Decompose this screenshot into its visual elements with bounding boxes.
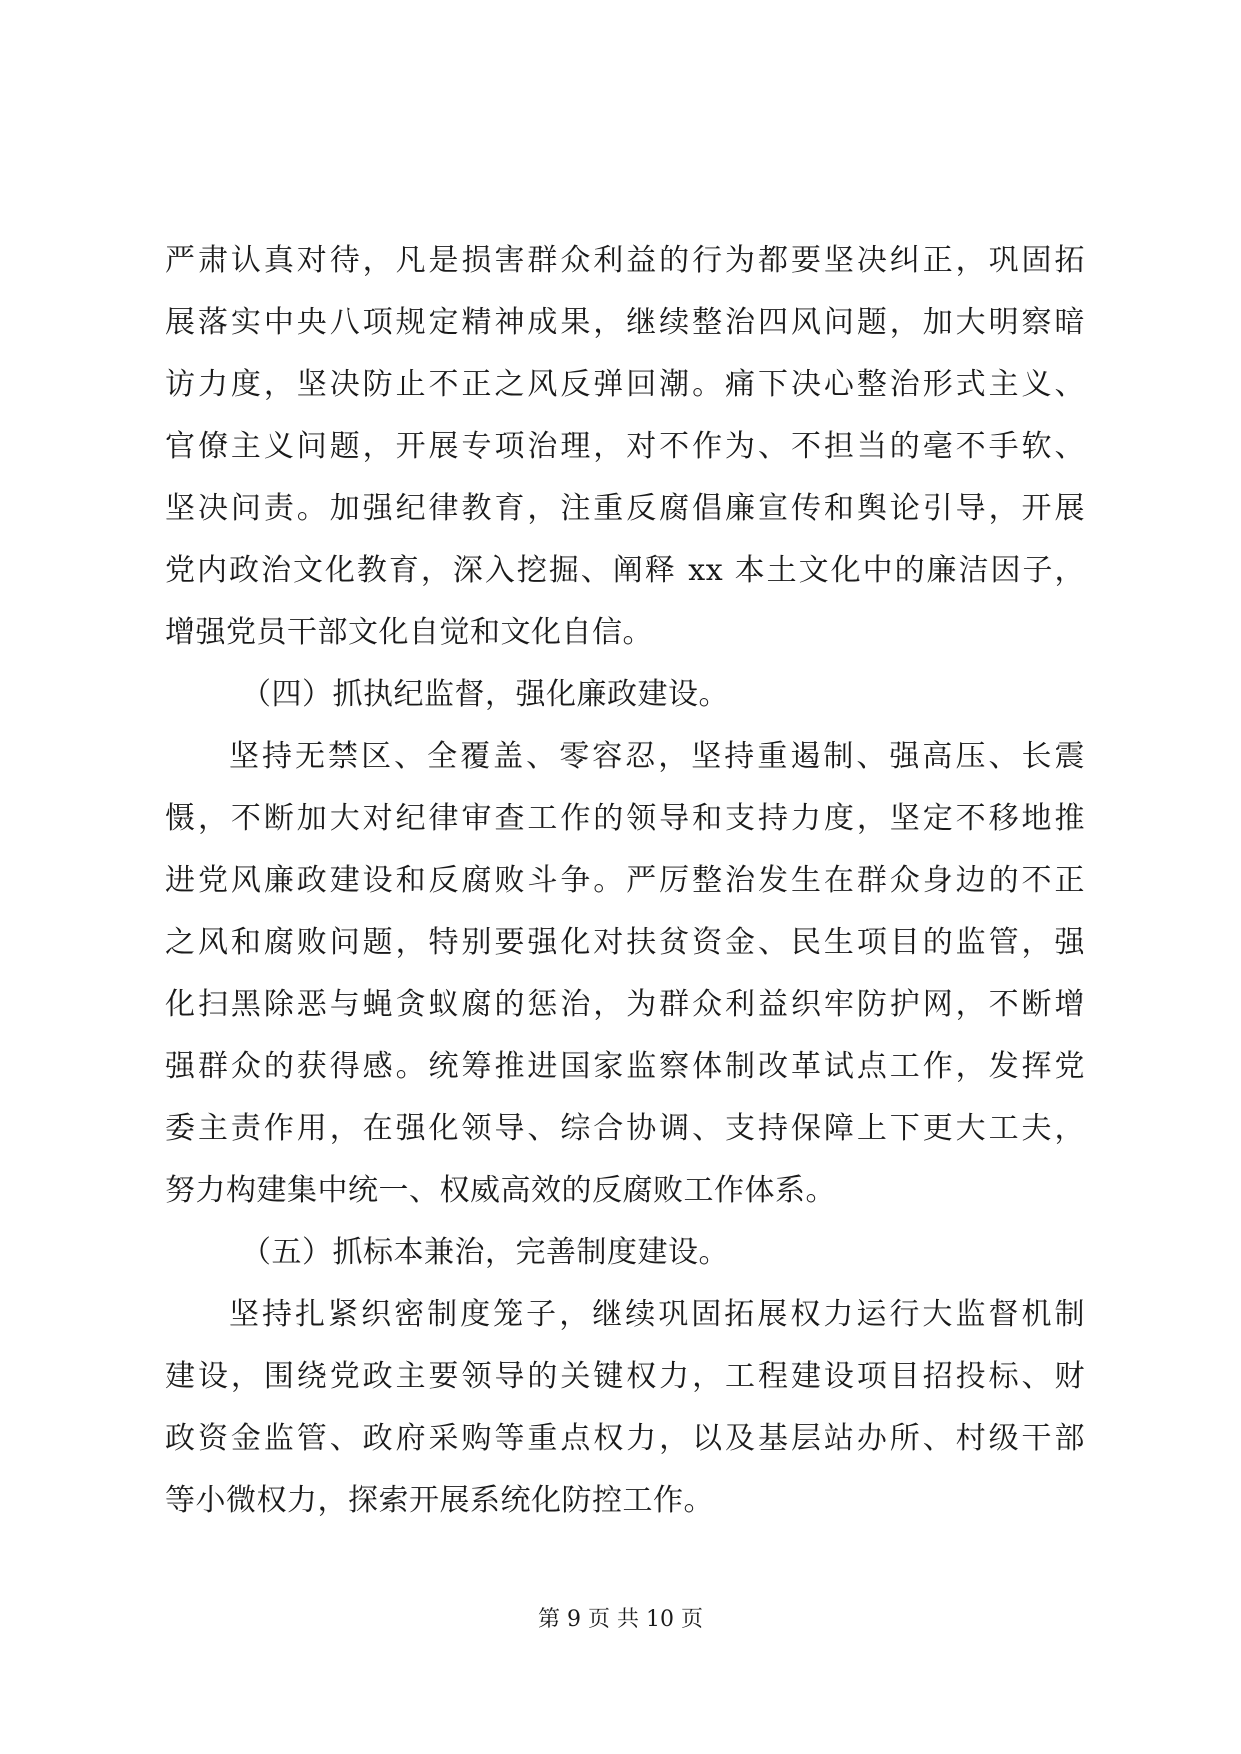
document-body xyxy=(165,230,1085,1532)
text-line: 强群众的获得感。统筹推进国家监察体制改革试点工作，发挥党 xyxy=(165,1049,1085,1084)
text-line: 建设，围绕党政主要领导的关键权力，工程建设项目招投标、财 xyxy=(165,1359,1085,1394)
text-line: 党内政治文化教育，深入挖掘、阐释 xx 本土文化中的廉洁因子， xyxy=(165,553,1085,588)
text-line: 坚决问责。加强纪律教育，注重反腐倡廉宣传和舆论引导，开展 xyxy=(165,491,1085,526)
paragraph-2 xyxy=(165,726,1085,1222)
section-heading-4: （四）抓执纪监督，强化廉政建设。 xyxy=(241,677,729,712)
text-line: 之风和腐败问题，特别要强化对扶贫资金、民生项目的监管，强 xyxy=(165,925,1085,960)
text-line: 进党风廉政建设和反腐败斗争。严厉整治发生在群众身边的不正 xyxy=(165,863,1085,898)
text-line: 严肃认真对待，凡是损害群众利益的行为都要坚决纠正，巩固拓 xyxy=(165,243,1085,278)
text-line: 坚持扎紧织密制度笼子，继续巩固拓展权力运行大监督机制 xyxy=(229,1297,1085,1332)
section-heading-5: （五）抓标本兼治，完善制度建设。 xyxy=(241,1235,729,1270)
text-line: 委主责作用，在强化领导、综合协调、支持保障上下更大工夫， xyxy=(165,1111,1085,1146)
text-line: 增强党员干部文化自觉和文化自信。 xyxy=(165,615,653,650)
text-line: 访力度，坚决防止不正之风反弹回潮。痛下决心整治形式主义、 xyxy=(165,367,1085,402)
text-line: 等小微权力，探索开展系统化防控工作。 xyxy=(165,1483,714,1518)
text-line: 努力构建集中统一、权威高效的反腐败工作体系。 xyxy=(165,1173,836,1208)
text-line: 化扫黑除恶与蝇贪蚁腐的惩治，为群众利益织牢防护网，不断增 xyxy=(165,987,1085,1022)
text-line: 展落实中央八项规定精神成果，继续整治四风问题，加大明察暗 xyxy=(165,305,1085,340)
text-line: 官僚主义问题，开展专项治理，对不作为、不担当的毫不手软、 xyxy=(165,429,1085,464)
paragraph-3 xyxy=(165,1284,1085,1532)
paragraph-1 xyxy=(165,230,1085,664)
page-number-footer: 第 9 页 共 10 页 xyxy=(538,1607,703,1632)
text-line: 政资金监管、政府采购等重点权力，以及基层站办所、村级干部 xyxy=(165,1421,1085,1456)
text-line: 坚持无禁区、全覆盖、零容忍，坚持重遏制、强高压、长震 xyxy=(229,739,1085,774)
text-line: 慑，不断加大对纪律审查工作的领导和支持力度，坚定不移地推 xyxy=(165,801,1085,836)
